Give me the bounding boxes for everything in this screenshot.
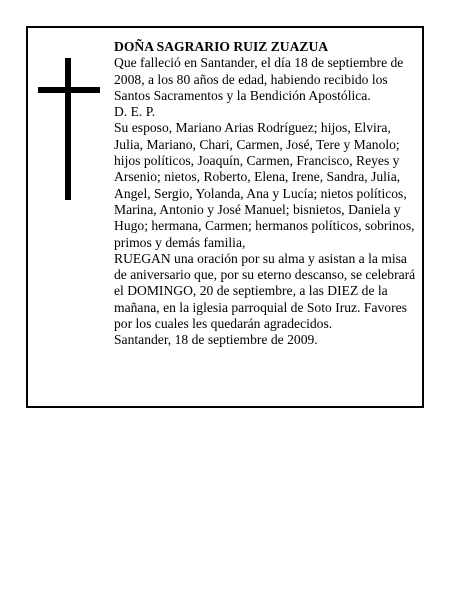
deceased-name: DOÑA SAGRARIO RUIZ ZUAZUA <box>114 39 329 54</box>
cross-icon <box>38 58 100 200</box>
mass-request: RUEGAN una oración por su alma y asistan a la misa de aniversario que, por su eterno descanso, se celebrará el DOMINGO, 20 de septiembre, a las DIEZ de la mañana, en la iglesia parroquial de Soto Iruz. Favores por los cuales les quedarán agradecidos. <box>114 250 416 332</box>
death-details: Que falleció en Santander, el día 18 de septiembre de 2008, a los 80 años de edad, habiendo recibido los Santos Sacramentos y la Bendición Apostólica. <box>114 55 404 103</box>
family-list: Su esposo, Mariano Arias Rodríguez; hijos, Elvira, Julia, Mariano, Chari, Carmen, José, Tere y Manolo; hijos políticos, Joaquín, Carmen, Francisco, Reyes y Arsenio; nietos, Roberto, Elena, Irene, Sandra, Julia, Angel, Sergio, Yolanda, Ana y Lucía; nietos políticos, Marina, Antonio y José Manuel; bisnietos, Daniela y Hugo; hermana, Carmen; hermanos políticos, sobrinos, primos y demás familia, <box>114 120 415 250</box>
cross-vertical-bar <box>65 58 71 200</box>
place-date: Santander, 18 de septiembre de 2009. <box>114 332 318 348</box>
rip-line: D. E. P. <box>114 104 156 120</box>
cross-horizontal-bar <box>38 87 100 93</box>
notice-text <box>114 39 419 349</box>
obituary-notice <box>26 26 424 408</box>
